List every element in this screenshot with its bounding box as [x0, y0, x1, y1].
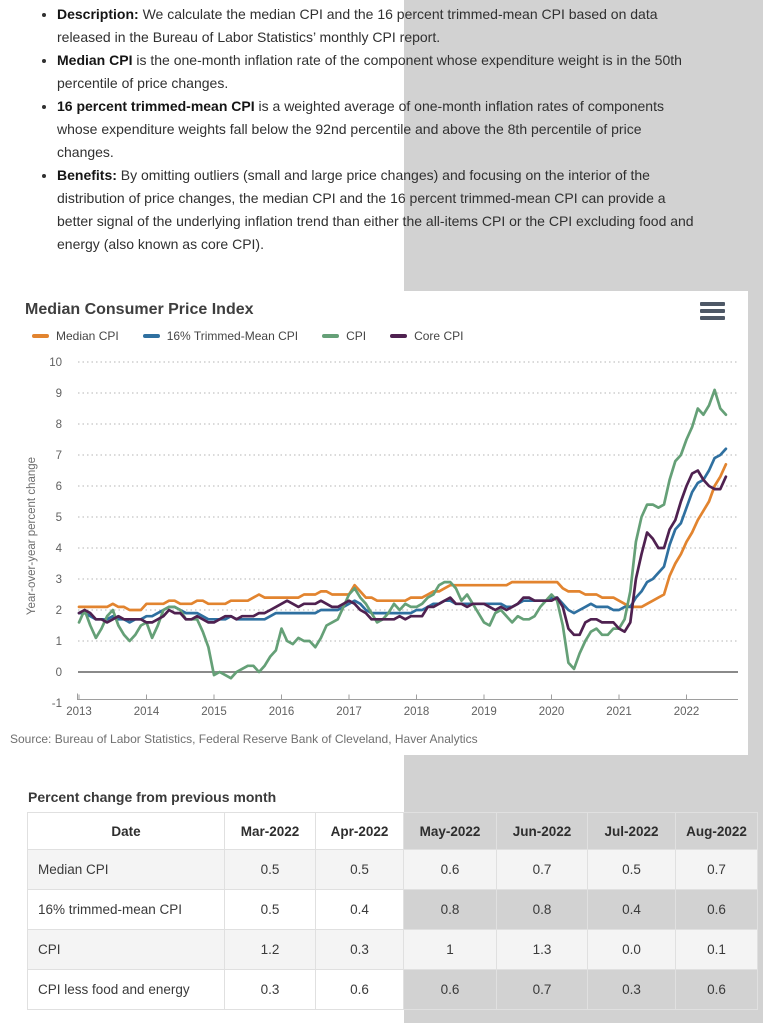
svg-text:2017: 2017	[336, 706, 362, 718]
legend-item-cpi[interactable]	[322, 329, 366, 343]
table-row	[28, 970, 758, 1010]
svg-text:7: 7	[55, 450, 62, 462]
svg-text:4: 4	[55, 543, 62, 555]
intro-bullet	[57, 95, 696, 164]
chart-title: Median Consumer Price Index	[25, 301, 254, 318]
table-header-cell: Apr-2022	[316, 813, 404, 850]
cpi-line-chart	[0, 291, 748, 755]
legend-label: CPI	[346, 329, 367, 343]
table-cell: 0.5	[225, 890, 316, 930]
table-cell: 0.3	[588, 970, 676, 1010]
table-cell: 0.6	[404, 850, 497, 890]
legend-label: Core CPI	[414, 329, 464, 343]
legend-item-core-cpi[interactable]	[390, 329, 463, 343]
bullet-text: is the one-month inflation rate of the component whose expenditure weight is in the 50th percentile of price changes.	[57, 52, 682, 91]
legend-label: 16% Trimmed-Mean CPI	[166, 329, 299, 343]
svg-text:2020: 2020	[538, 706, 565, 718]
svg-text:2019: 2019	[471, 706, 497, 718]
table-cell: 0.5	[588, 850, 676, 890]
table-header-cell: Jul-2022	[588, 813, 676, 850]
table-header-cell: Aug-2022	[676, 813, 758, 850]
bullet-text: By omitting outliers (small and large price changes) and focusing on the interior of the distribution of price changes, the median CPI and the 16 percent trimmed-mean CPI can provide a better signal of the underlying inflation trend than either the all-items CPI or the CPI excluding food and energy (also known as core CPI).	[57, 167, 694, 252]
bullet-lead: Benefits:	[57, 167, 117, 183]
legend-item-trimmed-mean-cpi[interactable]	[143, 329, 298, 343]
svg-text:-1: -1	[51, 698, 62, 710]
table-cell: 0.6	[676, 970, 758, 1010]
table-cell: 0.8	[404, 890, 497, 930]
svg-text:5: 5	[55, 512, 62, 524]
row-label: 16% trimmed-mean CPI	[28, 890, 225, 930]
table-cell: 1.3	[497, 930, 588, 970]
table-header-cell: Date	[28, 813, 225, 850]
svg-text:6: 6	[55, 481, 62, 493]
table-cell: 0.8	[497, 890, 588, 930]
table-cell: 1.2	[225, 930, 316, 970]
row-label: Median CPI	[28, 850, 225, 890]
table-cell: 0.0	[588, 930, 676, 970]
row-label: CPI	[28, 930, 225, 970]
table-cell: 0.4	[588, 890, 676, 930]
svg-text:2021: 2021	[606, 706, 632, 718]
legend-swatch-median-cpi	[32, 334, 49, 338]
table-header-row	[28, 813, 758, 850]
svg-text:Year-over-year percent change: Year-over-year percent change	[26, 456, 38, 616]
legend-label: Median CPI	[56, 329, 119, 343]
table-cell: 0.6	[316, 970, 404, 1010]
table-header-cell: Jun-2022	[497, 813, 588, 850]
table-title: Percent change from previous month	[28, 789, 277, 805]
table-header-cell: May-2022	[404, 813, 497, 850]
table-cell: 0.7	[497, 970, 588, 1010]
svg-text:3: 3	[55, 574, 62, 586]
intro-bullet	[57, 164, 696, 256]
table-cell: 0.7	[676, 850, 758, 890]
bullet-lead: 16 percent trimmed-mean CPI	[57, 98, 255, 114]
table-cell: 0.7	[497, 850, 588, 890]
table-cell: 0.5	[225, 850, 316, 890]
svg-text:2022: 2022	[673, 706, 700, 718]
intro-bullet-list	[28, 3, 696, 256]
bullet-text: is a weighted average of one-month inflation rates of components whose expenditure weights fall below the 92nd percentile and above the 8th percentile of price changes.	[57, 98, 664, 160]
legend-item-median-cpi[interactable]	[32, 329, 119, 343]
row-label: CPI less food and energy	[28, 970, 225, 1010]
table-row	[28, 930, 758, 970]
legend-swatch-cpi	[322, 334, 339, 338]
chart-legend	[32, 329, 487, 343]
cpi-monthly-table	[27, 812, 758, 1010]
table-cell: 1	[404, 930, 497, 970]
legend-swatch-trimmed-mean-cpi	[143, 334, 160, 338]
svg-text:2014: 2014	[133, 706, 160, 718]
svg-text:10: 10	[49, 357, 62, 369]
table-header-cell: Mar-2022	[225, 813, 316, 850]
svg-text:2: 2	[55, 605, 62, 617]
svg-text:2015: 2015	[201, 706, 227, 718]
table-cell: 0.4	[316, 890, 404, 930]
bullet-lead: Median CPI	[57, 52, 133, 68]
svg-text:0: 0	[55, 667, 62, 679]
bullet-text: We calculate the median CPI and the 16 percent trimmed-mean CPI based on data released in the Bureau of Labor Statistics’ monthly CPI report.	[57, 6, 658, 45]
svg-text:9: 9	[55, 388, 62, 400]
table-cell: 0.3	[225, 970, 316, 1010]
table-cell: 0.6	[404, 970, 497, 1010]
svg-text:2018: 2018	[403, 706, 430, 718]
chart-source: Source: Bureau of Labor Statistics, Federal Reserve Bank of Cleveland, Haver Analytics	[10, 732, 478, 746]
intro-text	[28, 3, 696, 256]
bullet-lead: Description:	[57, 6, 139, 22]
table-cell: 0.3	[316, 930, 404, 970]
intro-bullet	[57, 3, 696, 49]
table-row	[28, 850, 758, 890]
legend-swatch-core-cpi	[390, 334, 407, 338]
intro-bullet	[57, 49, 696, 95]
chart-card	[0, 291, 748, 755]
svg-text:8: 8	[55, 419, 62, 431]
table-cell: 0.5	[316, 850, 404, 890]
table-cell: 0.6	[676, 890, 758, 930]
svg-text:2013: 2013	[66, 706, 92, 718]
table-cell: 0.1	[676, 930, 758, 970]
svg-text:2016: 2016	[268, 706, 295, 718]
table-row	[28, 890, 758, 930]
svg-text:1: 1	[55, 636, 62, 648]
